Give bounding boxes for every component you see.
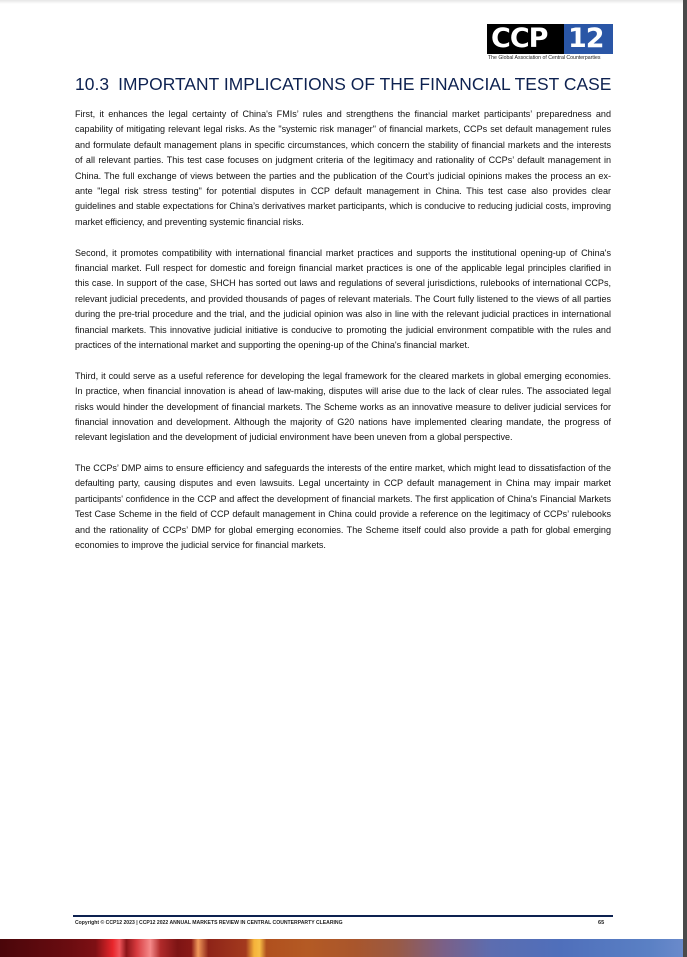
paragraph-second-compatibility: Second, it promotes compatibility with international financial market practices and supports the institutional opening-up of China's financial market. Full respect for domestic and foreign financial market practices is one of the applicable legal principles clarified in this case. In support of the case, SHCH has sorted out laws and regulations of several jurisdictions, rulebooks of international CCPs, relevant judicial precedents, and provided thousands of pages of relevant materials. The Court fully listened to the views of all parties during the pre-trial procedure and the trial, and the judicial opinion was also in line with the relevant judicial practices in international financial markets. This innovative judicial initiative is conducive to promoting the judicial environment compatible with the rules and practices of the international market and supporting the opening-up of the China's financial market. [75, 247, 611, 350]
paragraph-dmp: The CCPs’ DMP aims to ensure efficiency and safeguards the interests of the entire market, which might lead to dissatisfaction of the defaulting party, causing disputes and even lawsuits. Legal uncertainty in CCP default management in China may impair market participants' confidence in the CCP and affect the development of financial markets. The first application of China's Financial Markets Test Case Scheme in the field of CCP default management in China could provide a reference on the legitimacy of CCPs’ rulebooks and the rationality of CCPs’ DMP for global emerging economies. The Scheme itself could also provide a path for global emerging economies to improve the judicial service for financial markets. [75, 463, 611, 551]
page-top-shadow [0, 0, 683, 4]
body-text [75, 107, 611, 569]
logo-mark-ccp: CCP [487, 24, 564, 54]
paragraph-first-legal-certainty: First, it enhances the legal certainty of China's FMIs’ rules and strengthens the financial market participants’ preparedness and capability of mitigating relevant legal risks. As the "systemic risk manager" of financial markets, CCPs set default management rules and formulate default management plans in specific circumstances, which concern the stability of financial markets and the interests of all relevant parties. This test case focuses on judgment criteria of the legitimacy and rationality of CCPs’ default management in China. The full exchange of views between the parties and the publication of the Court’s judicial opinions makes the process an ex-ante "legal risk stress testing" for potential disputes in CCP default management in China. This test case also provides clear guidelines and stable expectations for China’s derivatives market participants, which is conducive to reducing judicial costs, improving market efficiency, and preventing systemic financial risks. [75, 109, 611, 227]
footer-copyright: Copyright © CCP12 2023 | CCP12 2022 ANNUAL MARKETS REVIEW IN CENTRAL COUNTERPARTY CLEARING [75, 920, 343, 926]
section-heading [75, 74, 611, 95]
viewer-right-edge [683, 0, 687, 957]
paragraph-third-reference: Third, it could serve as a useful reference for developing the legal framework for the cleared markets in global emerging economies. In practice, when financial innovation is ahead of law-making, disputes will arise due to the lack of clear rules. The associated legal risks would hinder the development of financial markets. The Scheme works as an innovative measure to deliver judicial services for financial innovation and development. Although the majority of G20 nations have implemented clearing mandate, the progress of relevant legislation and the development of judicial environment have been uneven from a global perspective. [75, 370, 611, 443]
logo-mark [487, 24, 613, 54]
ccp12-logo [487, 24, 613, 62]
page-number: 65 [598, 920, 605, 926]
footer-rule [73, 915, 613, 917]
section-title: IMPORTANT IMPLICATIONS OF THE FINANCIAL TEST CASE [118, 74, 612, 94]
logo-tagline: The Global Association of Central Counterparties [488, 55, 601, 61]
footer-decorative-banner [0, 939, 683, 957]
logo-mark-12: 12 [564, 24, 613, 54]
section-number: 10.3 [75, 74, 110, 94]
